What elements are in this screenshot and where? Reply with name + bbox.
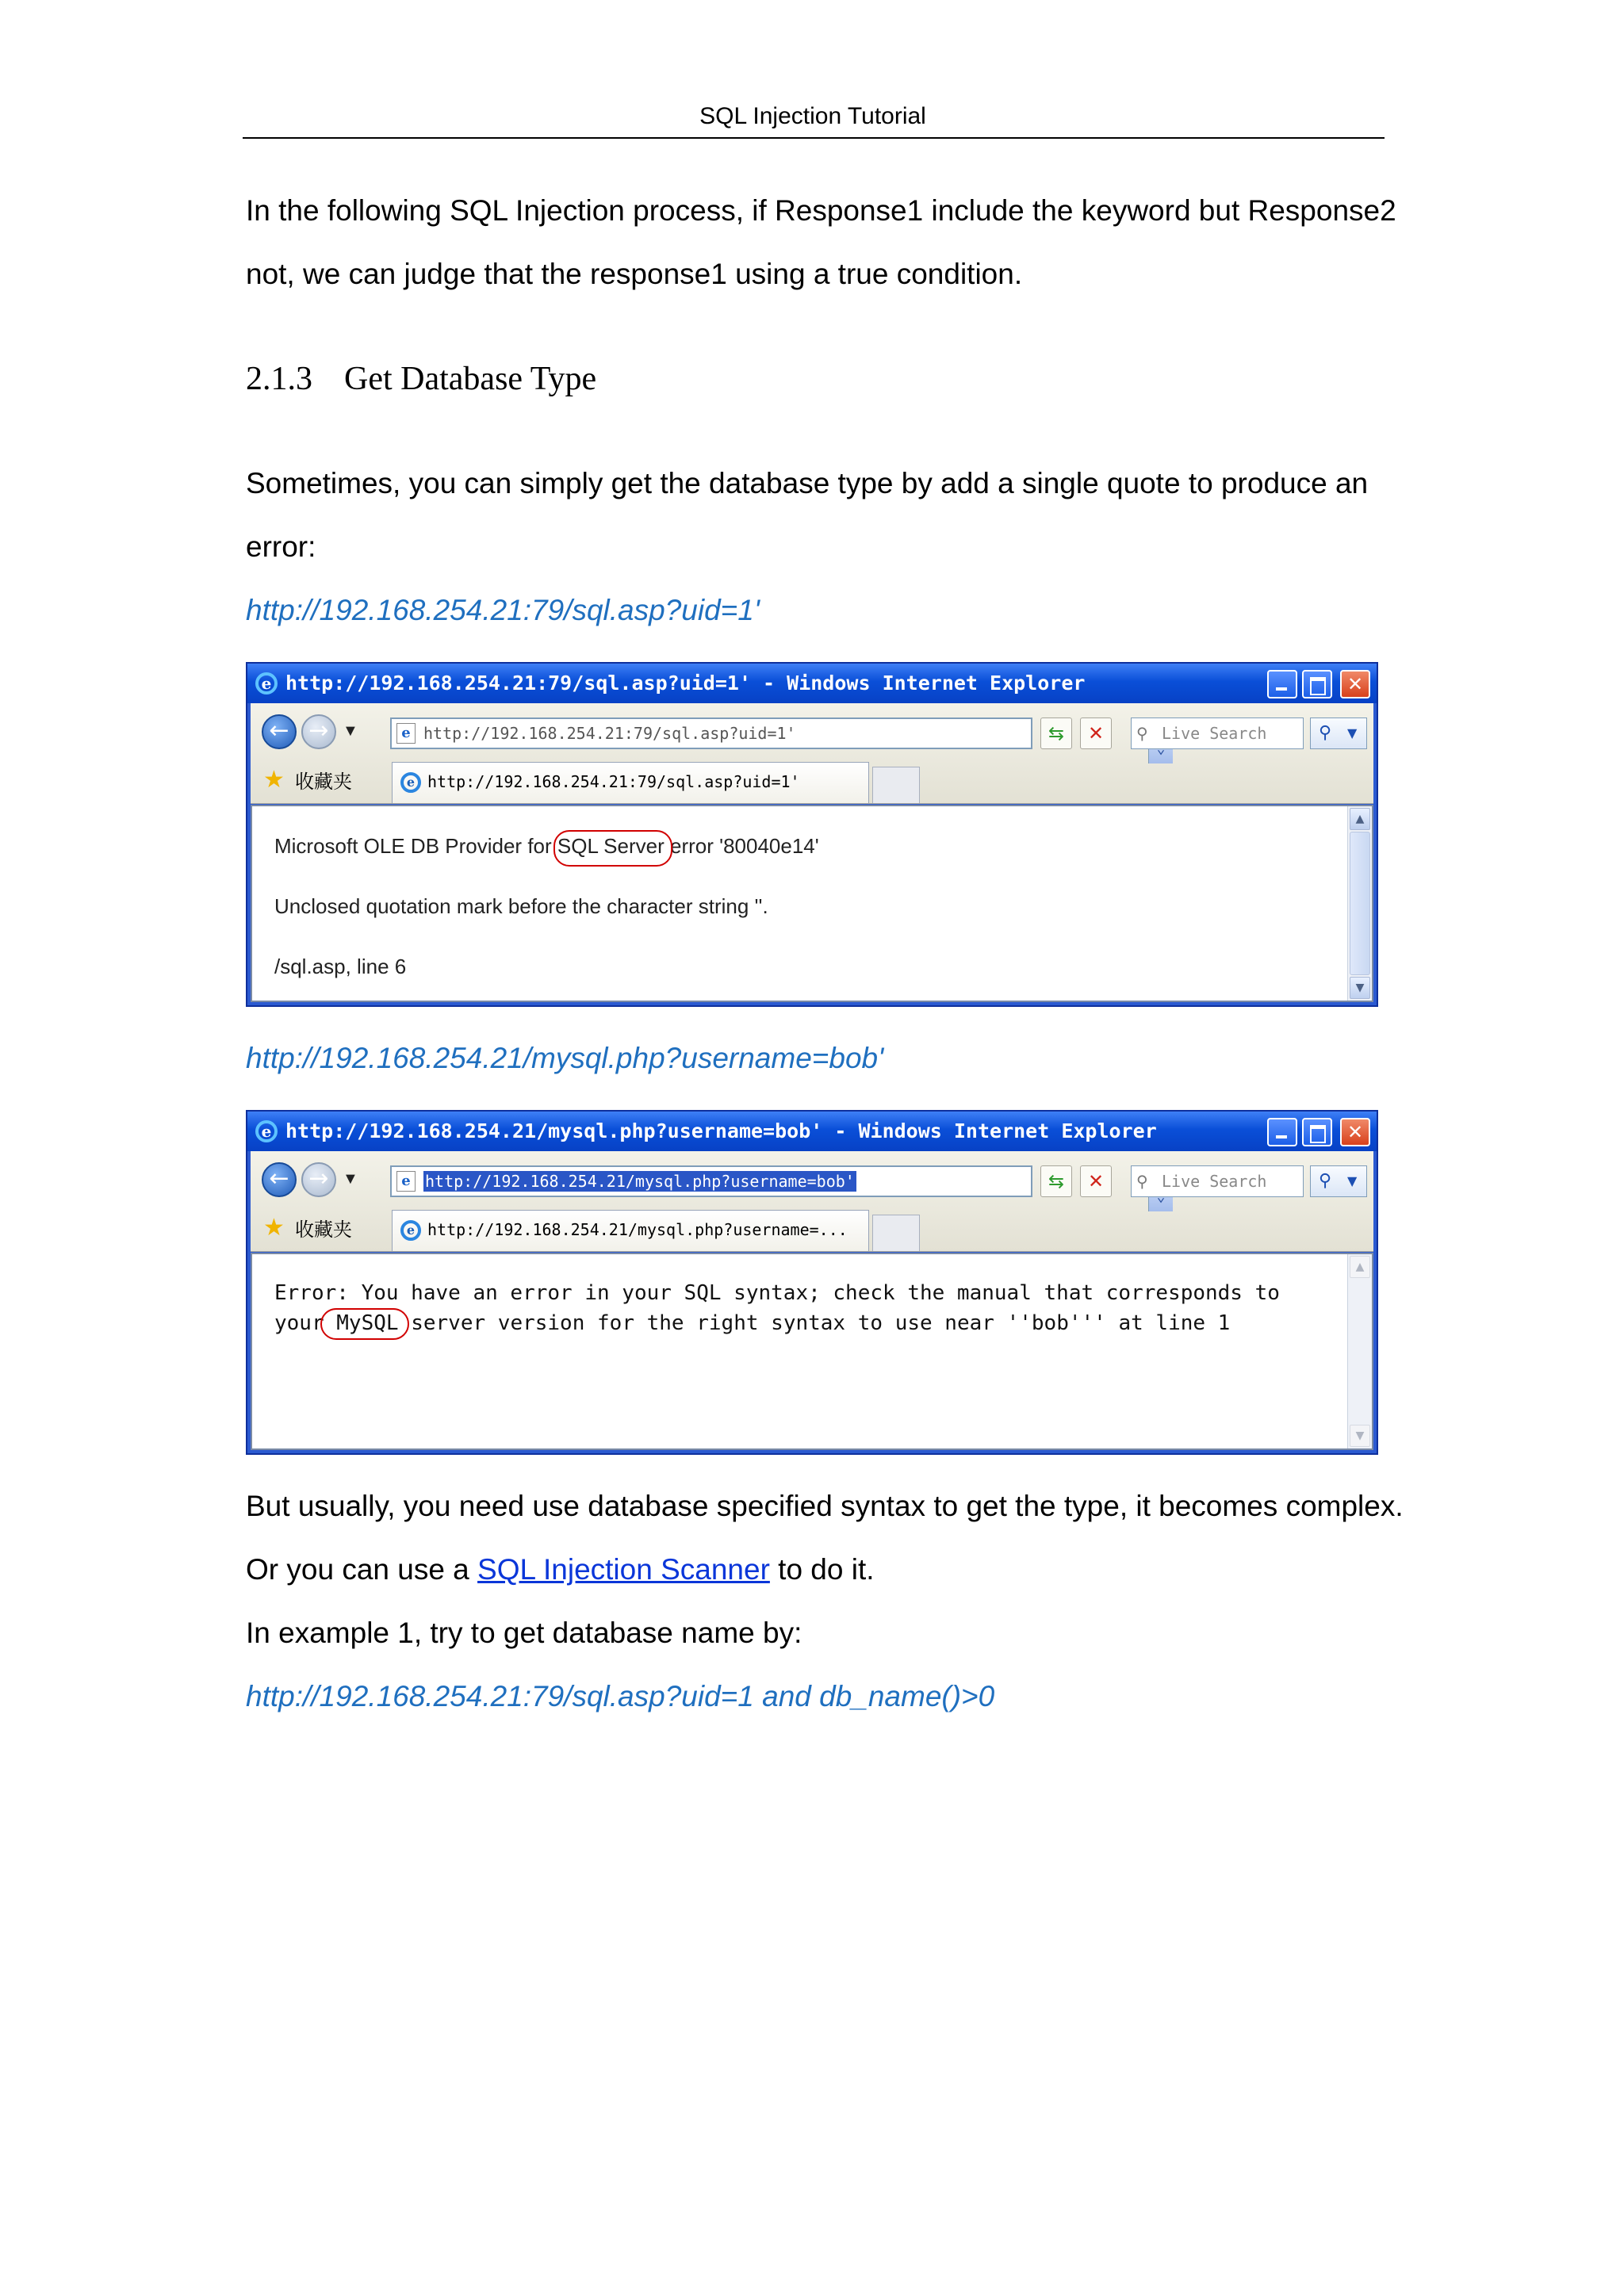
scroll-up-arrow-icon[interactable]: ▲ <box>1350 1256 1370 1278</box>
page-content <box>251 1253 1373 1450</box>
tab-title: http://192.168.254.21/mysql.php?username=... <box>427 1220 848 1239</box>
vertical-scrollbar[interactable] <box>1347 806 1372 1001</box>
title-bar <box>247 664 1377 703</box>
tab-title: http://192.168.254.21:79/sql.asp?uid=1' <box>427 772 800 791</box>
intro-line-2: not, we can judge that the response1 using a true condition. <box>246 258 1023 290</box>
mysql-error-line-2-prefix: your <box>274 1311 337 1335</box>
title-bar <box>247 1112 1377 1151</box>
search-icon: ⚲ <box>1136 724 1148 743</box>
refresh-button[interactable]: ⇆ <box>1040 718 1072 749</box>
intro-line-1: In the following SQL Injection process, if Response1 include the keyword but Response2 <box>246 194 1396 227</box>
forward-button[interactable]: → <box>301 714 336 749</box>
para3-suffix: to do it. <box>769 1553 875 1586</box>
search-button[interactable] <box>1310 718 1367 749</box>
new-tab-button[interactable] <box>872 1215 920 1251</box>
error-line-2: Unclosed quotation mark before the character string ''. <box>274 894 768 918</box>
ie-window-2 <box>246 1110 1378 1455</box>
para1-line-2: error: <box>246 530 316 563</box>
navigation-bar <box>251 703 1373 804</box>
browser-tab[interactable] <box>392 762 869 803</box>
search-input[interactable] <box>1131 718 1304 749</box>
example-url-1: http://192.168.254.21:79/sql.asp?uid=1' <box>246 594 760 626</box>
close-button[interactable] <box>1340 670 1370 698</box>
section-number: 2.1.3 <box>246 361 312 397</box>
tab-ie-icon: e <box>400 772 421 793</box>
favorites-star-icon[interactable]: ★ <box>263 1214 285 1242</box>
favorites-star-icon[interactable]: ★ <box>263 766 285 794</box>
para3-prefix: Or you can use a <box>246 1553 478 1586</box>
header-title: SQL Injection Tutorial <box>699 103 926 129</box>
error-line-1-suffix: error '80040e14' <box>664 834 819 858</box>
page-icon: e <box>396 723 416 744</box>
address-text-selected: http://192.168.254.21/mysql.php?username=bob' <box>425 1172 855 1191</box>
address-bar[interactable] <box>390 718 1032 749</box>
error-line-3: /sql.asp, line 6 <box>274 955 407 978</box>
history-dropdown-icon[interactable]: ▼ <box>343 1170 358 1188</box>
new-tab-button[interactable] <box>872 767 920 803</box>
search-placeholder: Live Search <box>1162 724 1267 743</box>
scroll-thumb[interactable] <box>1350 832 1370 975</box>
minimize-button[interactable] <box>1267 1118 1297 1146</box>
forward-button[interactable]: → <box>301 1162 336 1197</box>
tab-ie-icon: e <box>400 1220 421 1241</box>
para3 <box>246 1554 875 1586</box>
address-bar[interactable] <box>390 1165 1032 1197</box>
section-title: Get Database Type <box>344 361 597 397</box>
history-dropdown-icon[interactable]: ▼ <box>343 722 358 740</box>
favorites-label[interactable]: 收藏夹 <box>295 1219 352 1241</box>
example-url-3: http://192.168.254.21:79/sql.asp?uid=1 and db_name()>0 <box>246 1680 995 1712</box>
navigation-bar <box>251 1151 1373 1252</box>
search-icon: ⚲ <box>1136 1172 1148 1191</box>
minimize-button[interactable] <box>1267 670 1297 698</box>
magnifier-icon: ⚲ <box>1319 723 1332 743</box>
refresh-button[interactable]: ⇆ <box>1040 1165 1072 1197</box>
favorites-label[interactable]: 收藏夹 <box>295 771 352 793</box>
search-button[interactable] <box>1310 1165 1367 1197</box>
section-heading <box>246 360 596 398</box>
page-icon: e <box>396 1171 416 1192</box>
para2: But usually, you need use database specified syntax to get the type, it becomes complex. <box>246 1490 1404 1522</box>
header-rule <box>243 137 1385 139</box>
magnifier-icon: ⚲ <box>1319 1171 1332 1191</box>
example-url-2: http://192.168.254.21/mysql.php?username=bob' <box>246 1042 884 1074</box>
back-button[interactable]: ← <box>262 1162 297 1197</box>
para4: In example 1, try to get database name by: <box>246 1617 802 1649</box>
search-options-icon[interactable]: ▼ <box>1347 1173 1358 1188</box>
ie-logo-icon: e <box>255 672 278 695</box>
maximize-button[interactable] <box>1302 670 1332 698</box>
mysql-error-line-2-suffix: server version for the right syntax to use near ''bob''' at line 1 <box>398 1311 1231 1335</box>
stop-button[interactable]: ✕ <box>1080 718 1112 749</box>
maximize-button[interactable] <box>1302 1118 1332 1146</box>
error-line-1 <box>274 833 819 859</box>
scroll-down-arrow-icon[interactable]: ▼ <box>1350 977 1370 999</box>
close-button[interactable] <box>1340 1118 1370 1146</box>
scroll-up-arrow-icon[interactable]: ▲ <box>1350 808 1370 830</box>
back-button[interactable]: ← <box>262 714 297 749</box>
search-placeholder: Live Search <box>1162 1172 1267 1191</box>
window-title: http://192.168.254.21/mysql.php?username=bob' - Windows Internet Explorer <box>285 1119 1157 1142</box>
mysql-error-line-1: Error: You have an error in your SQL syntax; check the manual that corresponds to <box>274 1281 1280 1305</box>
error-keyword-sql-server: SQL Server <box>557 834 665 858</box>
error-keyword-mysql: MySQL <box>336 1311 399 1335</box>
ie-window-1 <box>246 662 1378 1007</box>
highlight-ring-mysql <box>320 1308 409 1340</box>
stop-button[interactable]: ✕ <box>1080 1165 1112 1197</box>
scroll-down-arrow-icon[interactable]: ▼ <box>1350 1425 1370 1447</box>
search-input[interactable] <box>1131 1165 1304 1197</box>
highlight-ring-sql-server <box>553 830 672 867</box>
search-options-icon[interactable]: ▼ <box>1347 725 1358 740</box>
address-text: http://192.168.254.21:79/sql.asp?uid=1' <box>423 724 796 743</box>
error-line-1-prefix: Microsoft OLE DB Provider for <box>274 834 557 858</box>
page-content <box>251 805 1373 1002</box>
sql-injection-scanner-link[interactable]: SQL Injection Scanner <box>477 1553 770 1586</box>
window-title: http://192.168.254.21:79/sql.asp?uid=1' - Windows Internet Explorer <box>285 672 1086 695</box>
para1-line-1: Sometimes, you can simply get the database type by add a single quote to produce an <box>246 467 1369 499</box>
vertical-scrollbar[interactable] <box>1347 1254 1372 1448</box>
mysql-error-line-2 <box>274 1308 1230 1338</box>
ie-logo-icon: e <box>255 1120 278 1142</box>
browser-tab[interactable] <box>392 1210 869 1251</box>
